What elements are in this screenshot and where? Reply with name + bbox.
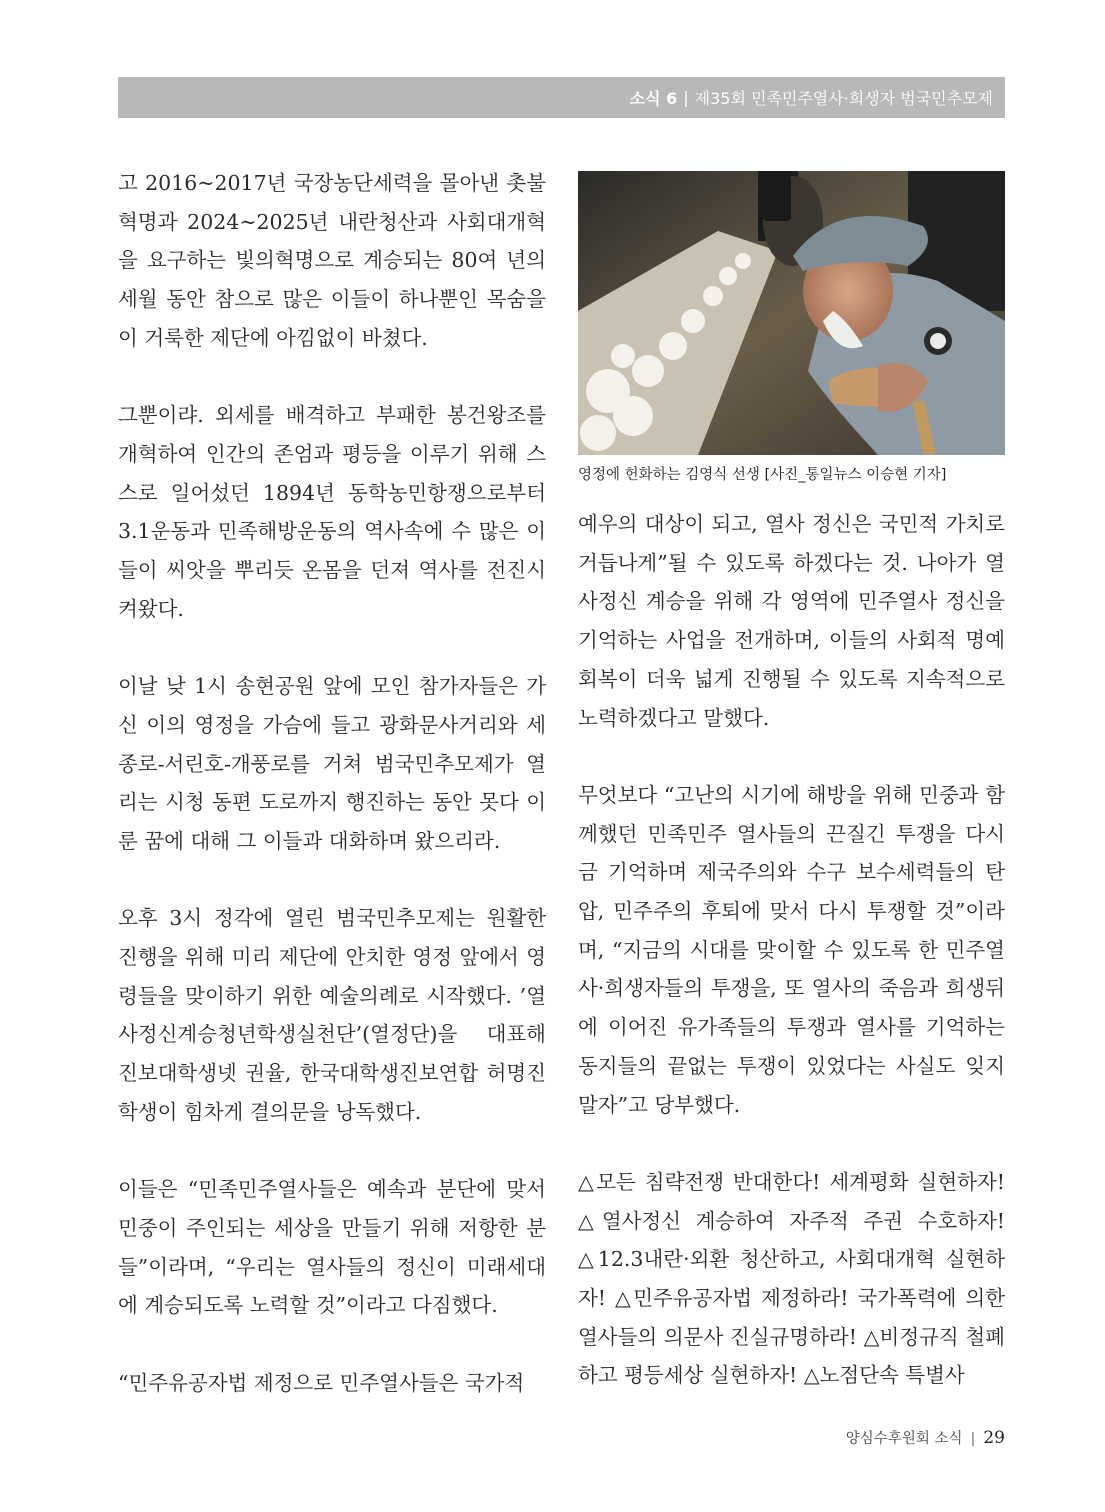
header-title: 제35회 민족민주열사·희생자 범국민추모제	[694, 89, 993, 108]
paragraph: △모든 침략전쟁 반대한다! 세계평화 실현하자! △열사정신 계승하여 자주적 주권 수호하자! △12.3내란·외환 청산하고, 사회대개혁 실현하자! △민주유공자법 제정하라! 국가폭력에 의한 열사들의 의문사 진실규명하라! △비정규직 철폐하고 평등세상 실현하자! △노점단속 특별사	[578, 1169, 1005, 1388]
header-section-label: 소식 6	[629, 89, 678, 108]
paragraph: 이날 낮 1시 송현공원 앞에 모인 참가자들은 가신 이의 영정을 가슴에 들고 광화문사거리와 세종로-서린호-개풍로를 거쳐 범국민추모제가 열리는 시청 동편 도로까지 행진하는 동안 못다 이룬 꿈에 대해 그 이들과 대화하며 왔으리라.	[118, 674, 546, 853]
running-header	[118, 77, 1005, 118]
memorial-photo	[578, 171, 1005, 455]
paragraph: 예우의 대상이 되고, 열사 정신은 국민적 가치로 거듭나게”될 수 있도록 하겠다는 것. 나아가 열사정신 계승을 위해 각 영역에 민주열사 정신을 기억하는 사업을 전개하며, 이들의 사회적 명예회복이 더욱 넓게 진행될 수 있도록 지속적으로 노력하겠다고 말했다.	[578, 512, 1005, 730]
photo-caption: 영정에 헌화하는 김영식 선생 [사진_통일뉴스 이승현 기자]	[578, 467, 947, 483]
right-column	[578, 505, 1005, 1395]
paragraph: 고 2016~2017년 국장농단세력을 몰아낸 촛불혁명과 2024~2025년 내란청산과 사회대개혁을 요구하는 빛의혁명으로 계승되는 80여 년의 세월 동안 참으로 많은 이들이 하나뿐인 목숨을 이 거룩한 제단에 아낌없이 바쳤다.	[118, 171, 546, 350]
paragraph: 이들은 “민족민주열사들은 예속과 분단에 맞서 민중이 주인되는 세상을 만들기 위해 저항한 분들”이라며, “우리는 열사들의 정신이 미래세대에 계승되도록 노력할 것”이라고 다짐했다.	[118, 1177, 546, 1318]
header-divider: |	[683, 88, 689, 107]
paragraph: 오후 3시 정각에 열린 범국민추모제는 원활한 진행을 위해 미리 제단에 안치한 영정 앞에서 영령들을 맞이하기 위한 예술의례로 시작했다. ’열사정신계승청년학생실천단’(열정단)을 대표해 진보대학생넷 권율, 한국대학생진보연합 허명진 학생이 힘차게 결의문을 낭독했다.	[118, 906, 546, 1124]
paragraph: “민주유공자법 제정으로 민주열사들은 국가적	[118, 1370, 525, 1395]
paragraph: 그뿐이랴. 외세를 배격하고 부패한 봉건왕조를 개혁하여 인간의 존엄과 평등을 이루기 위해 스스로 일어섰던 1894년 동학농민항쟁으로부터 3.1운동과 민족해방운동의 역사속에 수 많은 이들이 씨앗을 뿌리듯 온몸을 던져 역사를 전진시켜왔다.	[118, 403, 546, 621]
page-footer	[846, 1427, 1005, 1448]
footer-divider: |	[970, 1431, 976, 1447]
footer-publication: 양심수후원회 소식	[845, 1431, 963, 1447]
paragraph: 무엇보다 “고난의 시기에 해방을 위해 민중과 함께했던 민족민주 열사들의 끈질긴 투쟁을 다시금 기억하며 제국주의와 수구 보수세력들의 탄압, 민주주의 후퇴에 맞서 다시 투쟁할 것”이라며, “지금의 시대를 맞이할 수 있도록 한 민주열사·희생자들의 투쟁을, 또 열사의 죽음과 희생뒤에 이어진 유가족들의 투쟁과 열사를 기억하는 동지들의 끝없는 투쟁이 있었다는 사실도 잊지 말자”고 당부했다.	[578, 782, 1005, 1117]
photo-illustration	[578, 171, 1005, 455]
left-column	[118, 164, 546, 1402]
page-number: 29	[983, 1428, 1005, 1448]
